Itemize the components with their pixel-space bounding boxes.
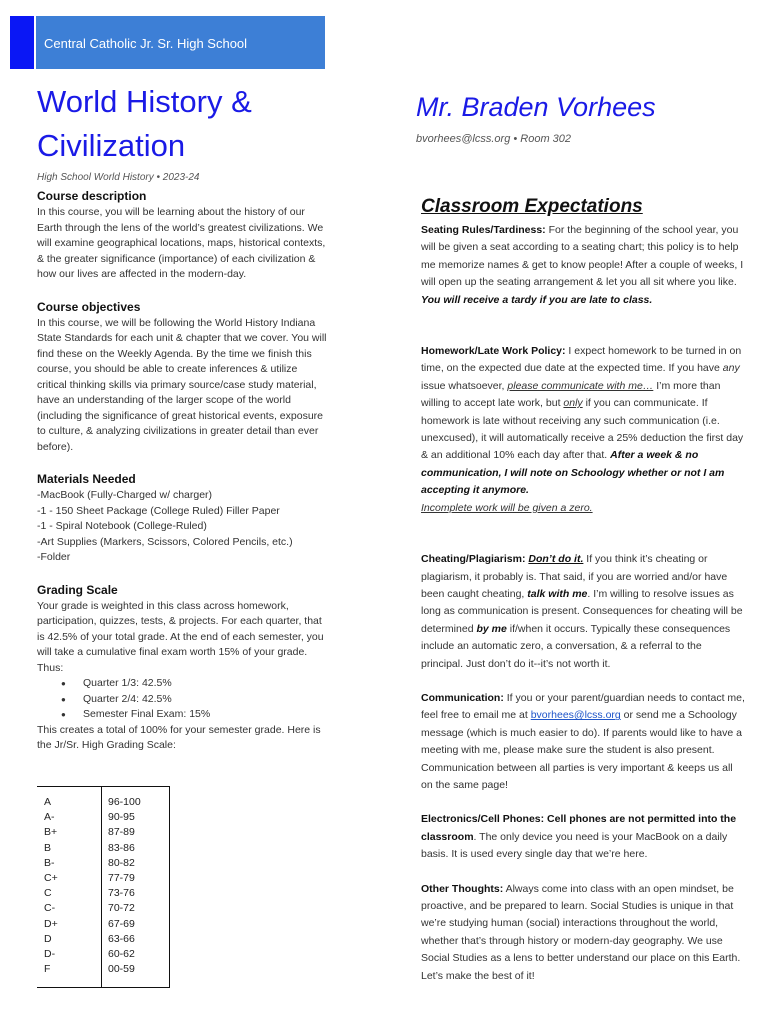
other-section (421, 881, 746, 985)
communication-text: or send me a Schoology message (which is much easier to do). If parents would like to have a meeting with me, please make sure the student is also present. Communication between all parties is very important & keeps us all on the same page! (421, 709, 742, 791)
grade-letter: B (44, 841, 52, 854)
left-column (37, 188, 327, 754)
grade-letter: C+ (44, 872, 58, 884)
grade-table-row (37, 886, 169, 900)
email-link[interactable]: bvorhees@lcss.org (530, 709, 621, 722)
grade-range: 63-66 (108, 932, 135, 945)
grading-list (37, 676, 327, 723)
cheating-byme: by me (476, 622, 507, 635)
materials-item: -1 - 150 Sheet Package (College Ruled) Filler Paper (37, 504, 280, 517)
teacher-contact: bvorhees@lcss.org • Room 302 (416, 133, 572, 145)
grade-letter: C (44, 887, 52, 900)
electronics-text: . The only device you need is your MacBook on a daily basis. It is used every single day that we’re here. (421, 830, 728, 861)
homework-any: any (722, 362, 740, 375)
communication-text: If you or your parent/guardian needs to contact me, feel free to email me at (421, 691, 745, 722)
seating-section (421, 222, 746, 309)
grade-range: 77-79 (108, 872, 135, 884)
description-heading: Course description (37, 189, 147, 203)
grading-item: ● Quarter 1/3: 42.5% (83, 676, 327, 692)
materials-item: -1 - Spiral Notebook (College-Ruled) (37, 520, 207, 532)
grading-item: ● Quarter 2/4: 42.5% (83, 692, 327, 708)
grade-range: 96-100 (108, 796, 141, 808)
school-name: Central Catholic Jr. Sr. High School (44, 36, 248, 51)
electronics-label: Electronics/Cell Phones: (421, 813, 545, 826)
objectives-heading: Course objectives (37, 299, 141, 314)
grade-range: 87-89 (108, 826, 135, 839)
grading-after-text: This creates a total of 100% for your semester grade. Here is the Jr/Sr. High Grading Scale: (37, 723, 321, 751)
cheating-dont: Don’t do it. (528, 553, 584, 566)
cheating-talk: talk with me (527, 587, 588, 600)
expectations-heading: Classroom Expectations (421, 196, 643, 217)
communication-label: Communication: (421, 691, 504, 704)
cheating-text: if/when it occurs. Typically these consequences include an automatic zero, a conversation, & a referral to the principal. Just don’t do it--it’s not worth it. (421, 622, 731, 670)
homework-section (421, 343, 746, 517)
grade-letter: A (44, 796, 52, 808)
objectives-text: In this course, we will be following the World History Indiana State Standards for each unit & chapter that we cover. You will find these on the Weekly Agenda. By the time we finish this course, you should be able to create inferences & utilize critical thinking skills via primary source/case study material, have an understanding of the larger scope of the world (including the significance of great historical events, exposure to culture, & analyzing civilizations in greater detail than ever before). (37, 316, 327, 453)
teacher-name: Mr. Braden Vorhees (416, 92, 656, 122)
grade-range: 67-69 (108, 917, 135, 930)
materials-heading: Materials Needed (37, 472, 136, 486)
grade-table-row (37, 917, 169, 931)
grade-range: 70-72 (108, 902, 135, 915)
grade-range: 00-59 (108, 963, 135, 976)
grading-text: Your grade is weighted in this class across homework, participation, quizzes, tests, & projects. For each quarter, that is 42.5% of your total grade. At the end of each semester, you will take a cumulative final exam worth 15% of your grade. Thus: (37, 599, 324, 674)
seating-bold: You will receive a tardy if you are late to class. (421, 293, 653, 306)
grade-range: 80-82 (108, 856, 135, 869)
grade-letter: C- (44, 902, 56, 915)
homework-only: only (563, 397, 583, 410)
grading-scale-table (37, 786, 170, 988)
cheating-label: Cheating/Plagiarism: (421, 553, 526, 566)
grade-letter: D (44, 932, 52, 945)
grade-table-row (37, 871, 169, 885)
grade-table-row (37, 947, 169, 961)
cheating-section (421, 551, 746, 673)
grade-range: 60-62 (108, 948, 135, 960)
cheating-text: . I’m willing to resolve issues as long as communication is present. Consequences for cheating will be determined (421, 587, 743, 635)
homework-text: I expect homework to be turned in on time, on the expected due date at the expected time. If you have (421, 345, 742, 375)
grade-table-row (37, 841, 169, 855)
other-label: Other Thoughts: (421, 882, 504, 895)
title-line-1: World History & (37, 84, 252, 119)
electronics-bold: Cell phones are not permitted into the classroom (421, 813, 737, 843)
homework-text: if you can communicate. If homework is late without receiving any such communication (i.e. unexcused), it will automatically receive a 25% deduction the first day & an additional 10% each day after that. (421, 397, 744, 462)
grading-item: ● Semester Final Exam: 15% (83, 707, 327, 723)
grade-table-row (37, 810, 169, 824)
grade-letter: D- (44, 948, 56, 960)
grade-table-row (37, 901, 169, 915)
grade-letter: D+ (44, 917, 58, 930)
description-text: In this course, you will be learning about the history of our Earth through the lens of the world’s greatest civilizations. We will examine geographical locations, maps, historical contexts, & the greater significance (importance) of each civilization & how our lives are affected in the modern-day. (37, 206, 326, 280)
homework-underline: please communicate with me… (507, 379, 654, 392)
homework-text: I’m more than willing to accept late work, but (421, 379, 721, 410)
course-line: High School World History • 2023-24 (37, 172, 200, 183)
seating-text: For the beginning of the school year, you will be given a seat according to a seating chart; this policy is to help me memorize names & get to know people! After a couple of weeks, I will open up the seating arrangement & let you all sit where you like. (421, 224, 744, 289)
materials-item: -Folder (37, 551, 71, 563)
page-title (37, 80, 337, 168)
grade-table-row (37, 825, 169, 839)
homework-label: Homework/Late Work Policy: (421, 345, 566, 358)
homework-zero-note: Incomplete work will be given a zero. (421, 501, 593, 514)
seating-label: Seating Rules/Tardiness: (421, 224, 546, 236)
grade-table-row (37, 856, 169, 870)
grade-letter: F (44, 963, 51, 976)
electronics-section (421, 811, 746, 863)
materials-item: -MacBook (Fully-Charged w/ charger) (37, 489, 213, 501)
right-column (421, 222, 746, 1002)
title-line-2: Civilization (37, 128, 186, 163)
grade-table-row (37, 932, 169, 946)
grade-range: 73-76 (108, 887, 135, 900)
materials-item: -Art Supplies (Markers, Scissors, Colored Pencils, etc.) (37, 535, 293, 548)
grade-table-row (37, 795, 169, 809)
grade-range: 83-86 (108, 841, 135, 854)
grade-letter: B+ (44, 826, 58, 839)
grade-letter: B- (44, 856, 55, 869)
grade-table-row (37, 962, 169, 976)
grade-range: 90-95 (108, 811, 135, 824)
cheating-text: If you think it’s cheating or plagiarism, it probably is. That said, if you are worried and/or have been caught cheating, (421, 553, 728, 600)
homework-text: issue whatsoever, (421, 379, 508, 392)
grade-letter: A- (44, 811, 55, 824)
homework-bold: After a week & no communication, I will note on Schoology whether or not I am accepting it anymore. (421, 449, 725, 497)
header-accent-block (10, 16, 34, 69)
grading-heading: Grading Scale (37, 582, 118, 597)
communication-section (421, 690, 746, 794)
other-text: Always come into class with an open mindset, be proactive, and be prepared to learn. Social Studies is unique in that we’re studying human (social) interactions throughout the world, whether that’s through history or modern-day geography. We use Social Studies as a lens to better understand our place on this Earth. Let’s make the best of it! (421, 882, 741, 982)
